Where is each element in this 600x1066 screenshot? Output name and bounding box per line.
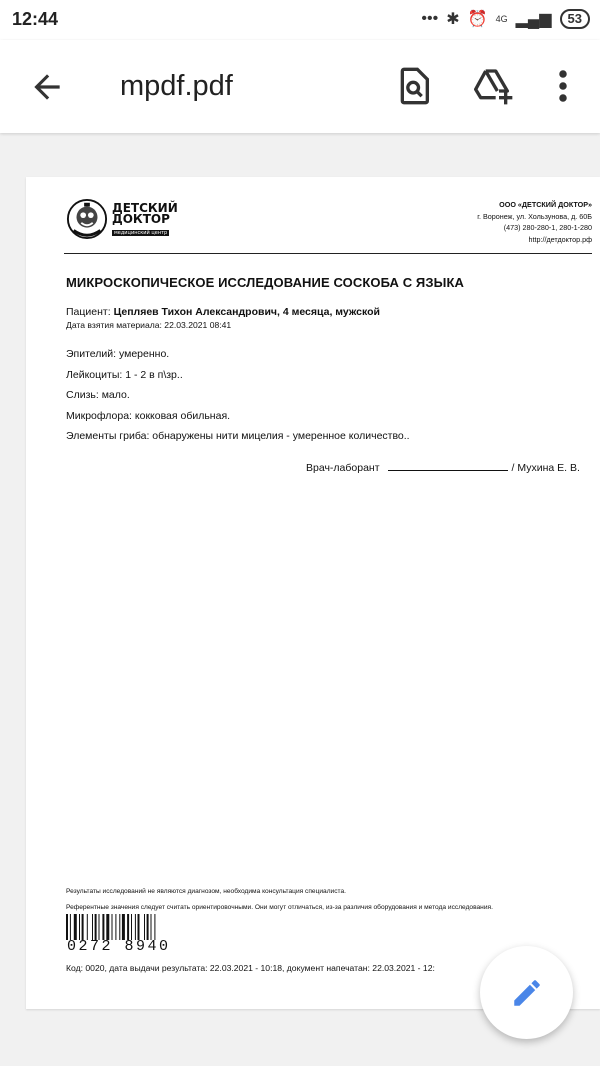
- org-address: г. Воронеж, ул. Хользунова, д. 60Б: [477, 211, 592, 221]
- header-divider: [64, 253, 592, 254]
- pencil-edit-icon: [510, 976, 544, 1010]
- disclaimer-line1: Результаты исследований не являются диагнозом, необходима консультация специалиста.: [66, 888, 346, 895]
- add-to-drive-icon[interactable]: [472, 66, 516, 106]
- patient-line: [66, 306, 380, 318]
- find-in-page-icon[interactable]: [394, 66, 434, 106]
- document-title: МИКРОСКОПИЧЕСКОЕ ИССЛЕДОВАНИЕ СОСКОБА С ЯЗЫКА: [66, 275, 464, 290]
- app-bar: [0, 40, 600, 133]
- status-bar: [0, 0, 600, 40]
- patient-value: Цепляев Тихон Александрович, 4 месяца, мужской: [113, 306, 380, 318]
- logo-line2: ДОКТОР: [112, 211, 170, 226]
- finding-item: Элементы гриба: обнаружены нити мицелия - умеренное количество..: [66, 430, 410, 443]
- more-vert-icon[interactable]: [550, 68, 576, 104]
- signature-line: [306, 461, 580, 474]
- signature-label: Врач-лаборант: [306, 462, 380, 474]
- doctor-mascot-icon: [66, 197, 108, 241]
- disclaimer: [66, 884, 493, 916]
- more-dots-icon: •••: [421, 10, 439, 27]
- status-icons: [421, 9, 590, 29]
- org-name: ООО «ДЕТСКИЙ ДОКТОР»: [499, 200, 592, 209]
- signature-name: / Мухина Е. В.: [511, 462, 580, 474]
- logo-sub: медицинский центр: [114, 229, 168, 236]
- network-type: 4G: [495, 13, 508, 24]
- arrow-left-icon[interactable]: [28, 68, 66, 106]
- org-site[interactable]: http://детдоктор.рф: [528, 234, 592, 244]
- org-info: [477, 199, 592, 245]
- status-time: 12:44: [12, 9, 59, 29]
- issue-line: Код: 0020, дата выдачи результата: 22.03.2021 - 10:18, документ напечатан: 22.03.2021 - 12:: [66, 963, 435, 973]
- finding-item: Лейкоциты: 1 - 2 в п\зр..: [66, 368, 183, 381]
- file-title: mpdf.pdf: [120, 70, 233, 102]
- signature-underline: [388, 461, 508, 471]
- battery-level: 53: [560, 9, 590, 29]
- signal-icon: ▂▄▆: [515, 11, 552, 28]
- pdf-page[interactable]: [26, 177, 600, 1009]
- patient-label: Пациент:: [66, 306, 111, 318]
- finding-item: Эпителий: умеренно.: [66, 348, 170, 360]
- disclaimer-line2: Референтные значения следует считать ориентировочными. Они могут отличаться, из-за различия оборудования и метода исследования.: [66, 904, 493, 911]
- alarm-icon: ⏰: [467, 11, 488, 28]
- clinic-logo: [66, 197, 178, 241]
- findings-list: [66, 344, 410, 447]
- org-phone: (473) 280-280-1, 280-1-280: [503, 223, 592, 232]
- edit-fab-button[interactable]: [480, 946, 573, 1039]
- finding-item: Слизь: мало.: [66, 389, 130, 402]
- finding-item: Микрофлора: кокковая обильная.: [66, 409, 231, 422]
- date-taken: Дата взятия материала: 22.03.2021 08:41: [66, 320, 232, 330]
- barcode-number: 0272 8940: [67, 938, 171, 955]
- bluetooth-icon: ✱: [446, 11, 460, 28]
- logo-line1: ДЕТСКИЙ: [112, 200, 178, 215]
